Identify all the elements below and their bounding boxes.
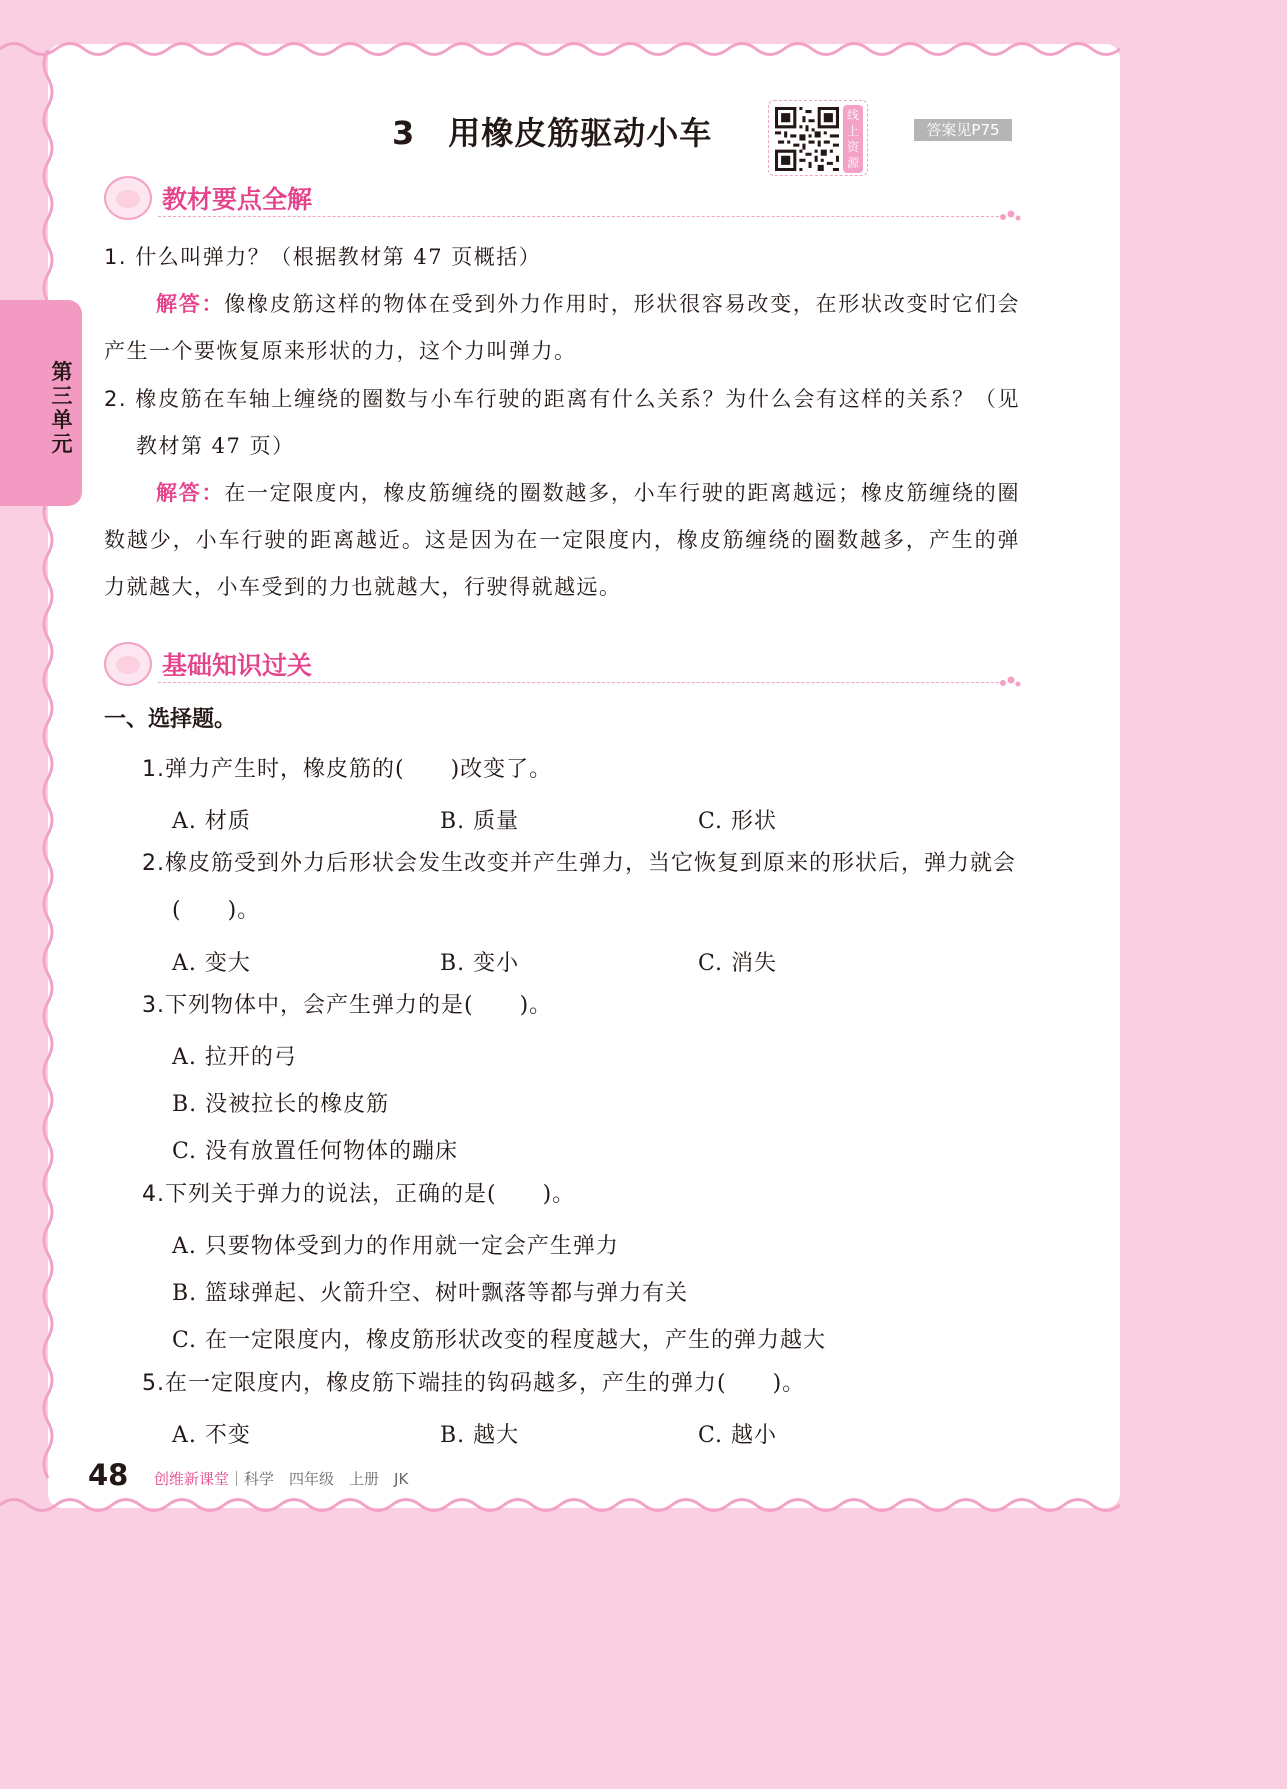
answer-reference-badge: 答案见P75 xyxy=(914,119,1012,141)
page-title: 3 用橡皮筋驱动小车 xyxy=(392,114,713,152)
top-wave-border xyxy=(0,38,1128,60)
question-stem: 下列物体中，会产生弹力的是( )。 xyxy=(165,993,553,1018)
option-a[interactable]: A. 拉开的弓 xyxy=(172,1045,297,1070)
option-b[interactable]: B. 变小 xyxy=(440,951,520,976)
answer-2 xyxy=(104,470,1020,611)
question-number: 2. xyxy=(104,387,128,411)
qr-code-icon xyxy=(775,107,839,171)
option-a[interactable]: A. 不变 xyxy=(172,1423,251,1448)
choice-question-5 xyxy=(142,1360,1020,1407)
question-number: 1. xyxy=(142,757,165,782)
cartoon-avatar-icon xyxy=(104,176,152,220)
qr-resource-box[interactable] xyxy=(768,100,868,176)
dashed-divider xyxy=(158,216,1004,217)
section-header-key-points xyxy=(104,176,1016,222)
option-b[interactable]: B. 越大 xyxy=(440,1423,520,1448)
decorative-dots-icon xyxy=(998,208,1022,224)
question-number: 5. xyxy=(142,1371,165,1396)
answer-label: 解答： xyxy=(156,292,225,316)
option-a[interactable]: A. 材质 xyxy=(172,809,251,834)
option-a[interactable]: A. 变大 xyxy=(172,951,251,976)
question-stem: 在一定限度内，橡皮筋下端挂的钩码越多，产生的弹力( )。 xyxy=(165,1371,806,1396)
question-stem: 橡皮筋受到外力后形状会发生改变并产生弹力，当它恢复到原来的形状后，弹力就会( )。 xyxy=(165,851,1017,923)
option-c[interactable]: C. 消失 xyxy=(698,951,778,976)
option-c[interactable]: C. 形状 xyxy=(698,809,778,834)
footer-brand: 创维新课堂 xyxy=(154,1470,230,1488)
section-heading: 教材要点全解 xyxy=(162,185,313,214)
option-c[interactable]: C. 在一定限度内，橡皮筋形状改变的程度越大，产生的弹力越大 xyxy=(172,1328,827,1353)
option-b[interactable]: B. 质量 xyxy=(440,809,520,834)
section-header-basic-knowledge xyxy=(104,642,1016,688)
answer-1 xyxy=(104,281,1020,375)
option-a[interactable]: A. 只要物体受到力的作用就一定会产生弹力 xyxy=(172,1234,619,1259)
section-heading: 基础知识过关 xyxy=(162,651,313,680)
question-number: 4. xyxy=(142,1182,165,1207)
question-number: 1. xyxy=(104,245,128,269)
question-stem: 下列关于弹力的说法，正确的是( )。 xyxy=(165,1182,576,1207)
cartoon-avatar-icon xyxy=(104,642,152,686)
choice-question-3 xyxy=(142,982,1020,1029)
dashed-divider xyxy=(158,682,1004,683)
option-b[interactable]: B. 篮球弹起、火箭升空、树叶飘落等都与弹力有关 xyxy=(172,1281,689,1306)
decorative-dots-icon xyxy=(998,674,1022,690)
choice-question-2 xyxy=(142,840,1020,934)
question-1 xyxy=(104,234,1020,281)
left-wave-border xyxy=(40,50,56,1500)
question-number: 3. xyxy=(142,993,165,1018)
question-text: 什么叫弹力？（根据教材第 47 页概括） xyxy=(135,245,542,269)
option-b[interactable]: B. 没被拉长的橡皮筋 xyxy=(172,1092,390,1117)
option-c[interactable]: C. 越小 xyxy=(698,1423,778,1448)
choice-question-1 xyxy=(142,746,1020,793)
part-heading: 一、选择题。 xyxy=(104,707,237,732)
question-text: 橡皮筋在车轴上缠绕的圈数与小车行驶的距离有什么关系？为什么会有这样的关系？（见教材第 47 页） xyxy=(135,387,1020,458)
footer-book-info: ｜科学 四年级 上册 JK xyxy=(229,1470,409,1488)
answer-text: 像橡皮筋这样的物体在受到外力作用时，形状很容易改变，在形状改变时它们会产生一个要恢复原来形状的力，这个力叫弹力。 xyxy=(104,292,1021,363)
question-number: 2. xyxy=(142,851,165,876)
answer-text: 在一定限度内，橡皮筋缠绕的圈数越多，小车行驶的距离越远；橡皮筋缠绕的圈数越少，小车行驶的距离越近。这是因为在一定限度内，橡皮筋缠绕的圈数越多，产生的弹力就越大，小车受到的力也就越大，行驶得就越远。 xyxy=(104,481,1021,599)
question-2 xyxy=(104,376,1020,470)
option-c[interactable]: C. 没有放置任何物体的蹦床 xyxy=(172,1139,459,1164)
footer-info xyxy=(154,1468,408,1489)
question-stem: 弹力产生时，橡皮筋的( )改变了。 xyxy=(165,757,553,782)
unit-side-tab-label: 第三单元 xyxy=(51,360,73,456)
qr-resource-label: 线上资源 xyxy=(843,105,863,173)
choice-question-4 xyxy=(142,1171,1020,1218)
bottom-wave-border xyxy=(0,1494,1128,1516)
page-number: 48 xyxy=(88,1458,129,1492)
answer-label: 解答： xyxy=(156,481,225,505)
